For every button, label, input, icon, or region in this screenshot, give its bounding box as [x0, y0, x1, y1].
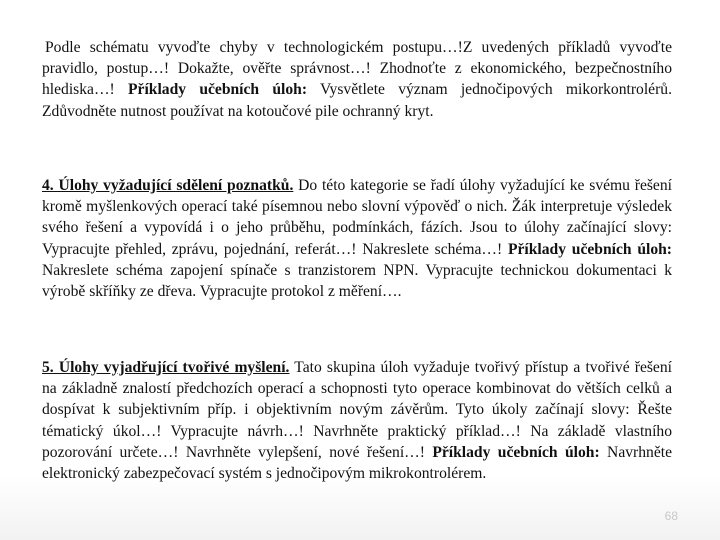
paragraph-intro [42, 37, 672, 122]
section-heading-4: 4. Úlohy vyžadující sdělení poznatků. [42, 177, 294, 194]
examples-label: Příklady učebních úloh: [507, 240, 672, 258]
section-heading-5: 5. Úlohy vyjadřující tvořivé myšlení. [42, 359, 290, 376]
paragraph-creative-text-2: Navrhněte elektronický zabezpečovací systém s jednočipovým mikrokontrolérem. [42, 443, 672, 483]
paragraph-creative-tasks [42, 357, 672, 484]
paragraph-creative-text-1: Tato skupina úloh vyžaduje tvořivý přístup a tvořivé řešení na základně znalostí předchozích operací a schopnosti tyto operace kombinovat do větších celků a dospívat k subjektivním příp. i objektivním novým závěrům. Tyto úkoly začínají slovy: Řešte tématický úkol…! Vypracujte návrh…! Navrhněte praktický příklad…! Na základě vlastního pozorování určete…! Navrhněte vylepšení, nové řešení…! [42, 359, 672, 461]
paragraph-intro-text-1: Podle schématu vyvoďte chyby v technologickém postupu…!Z uvedených příkladů vyvoďte pravidlo, postup…! Dokažte, ověřte správnost…! Zhodnoťte z ekonomického, bezpečnostního hlediska…! [42, 39, 672, 99]
examples-label: Příklady učebních úloh: [128, 81, 308, 99]
page-number: 68 [664, 509, 678, 523]
paragraph-knowledge-text-1: Do této kategorie se řadí úlohy vyžadující ke svému řešení kromě myšlenkových operací také písemnou nebo slovní výpověď o nich. Žák interpretuje výsledek svého řešení a vypovídá i o jeho průběhu, podmínkách, fázích. Jsou to úlohy začínající slovy: Vypracujte přehled, zprávu, pojednání, referát…! Nakreslete schéma…! [42, 177, 672, 258]
examples-label: Příklady učebních úloh: [432, 443, 600, 461]
paragraph-knowledge-tasks [42, 175, 672, 302]
paragraph-intro-text-2: Vysvětlete význam jednočipových mikorkontrolérů. Zdůvodněte nutnost používat na kotoučové pile ochranný kryt. [42, 81, 672, 120]
paragraph-knowledge-text-2: Nakreslete schéma zapojení spínače s tranzistorem NPN. Vypracujte technickou dokumentaci k výrobě skříňky ze dřeva. Vypracujte protokol z měření…. [42, 261, 672, 301]
